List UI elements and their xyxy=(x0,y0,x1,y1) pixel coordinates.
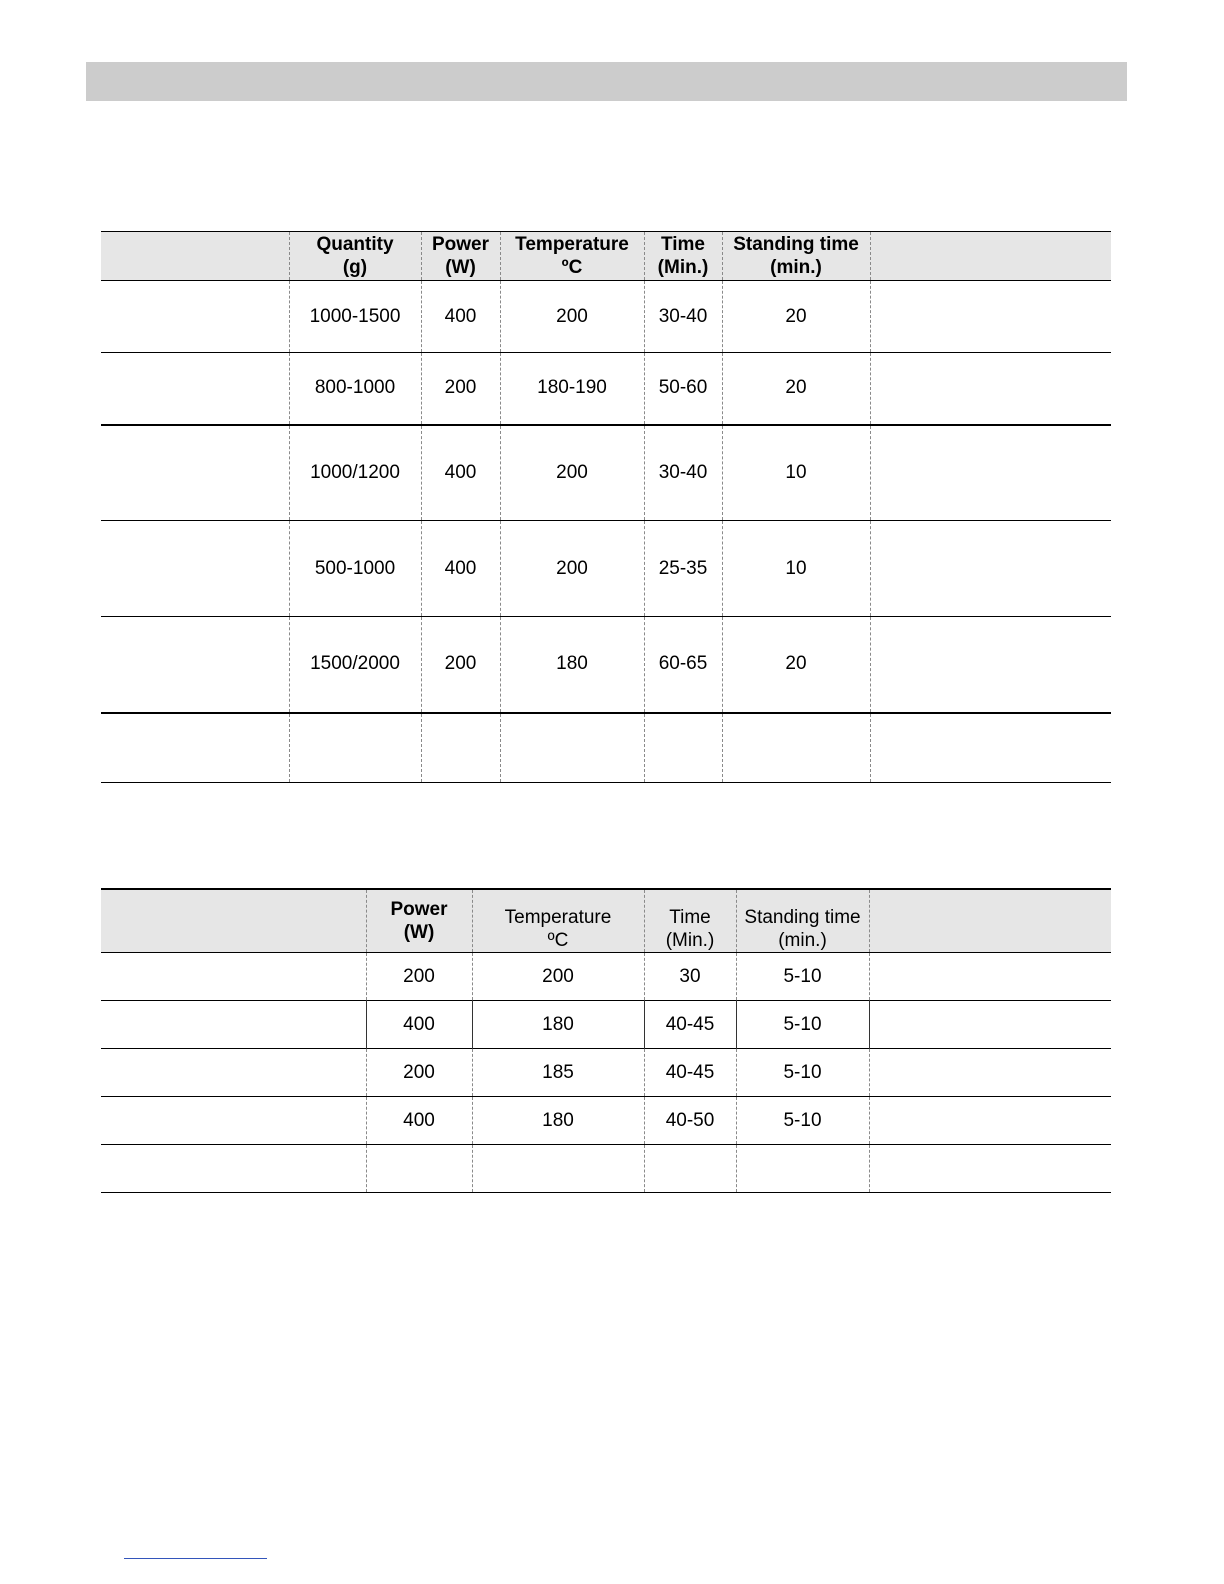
power-header: Power (W) xyxy=(421,232,500,281)
roasting-table xyxy=(101,231,1111,783)
table-row xyxy=(101,521,1111,617)
standing-time-header: Standing time (min.) xyxy=(722,232,870,281)
food-cell xyxy=(101,953,366,1001)
temperature-cell: 200 xyxy=(500,521,644,617)
quantity-cell: 1000/1200 xyxy=(289,425,421,521)
table-row xyxy=(101,1145,1111,1193)
table-header-row xyxy=(101,232,1111,281)
table-header-row xyxy=(101,889,1111,953)
temperature-cell: 180 xyxy=(472,1097,644,1145)
standing-time-cell: 5-10 xyxy=(736,953,869,1001)
power-cell: 400 xyxy=(421,425,500,521)
food-cell xyxy=(101,353,289,425)
temperature-cell: 180 xyxy=(500,617,644,713)
quantity-cell xyxy=(289,713,421,783)
food-cell xyxy=(101,713,289,783)
power-cell: 400 xyxy=(366,1097,472,1145)
standing-time-header: Standing time (min.) xyxy=(736,889,869,953)
standing-time-cell: 10 xyxy=(722,521,870,617)
time-cell: 60-65 xyxy=(644,617,722,713)
standing-time-cell xyxy=(722,713,870,783)
quantity-cell: 1000-1500 xyxy=(289,281,421,353)
notes-cell xyxy=(869,1097,1111,1145)
table-row xyxy=(101,353,1111,425)
power-cell xyxy=(421,713,500,783)
notes-header xyxy=(869,889,1111,953)
temperature-cell xyxy=(472,1145,644,1193)
temperature-header: Temperature ºC xyxy=(472,889,644,953)
food-cell xyxy=(101,617,289,713)
power-header: Power (W) xyxy=(366,889,472,953)
time-header: Time (Min.) xyxy=(644,232,722,281)
notes-cell xyxy=(870,713,1111,783)
power-cell: 400 xyxy=(421,521,500,617)
standing-time-cell: 5-10 xyxy=(736,1049,869,1097)
time-cell: 30 xyxy=(644,953,736,1001)
food-cell xyxy=(101,1145,366,1193)
standing-time-cell: 20 xyxy=(722,353,870,425)
table-row xyxy=(101,953,1111,1001)
notes-cell xyxy=(870,353,1111,425)
food-header xyxy=(101,232,289,281)
power-cell: 400 xyxy=(421,281,500,353)
power-cell: 400 xyxy=(366,1001,472,1049)
time-cell: 40-45 xyxy=(644,1049,736,1097)
temperature-cell xyxy=(500,713,644,783)
time-cell: 25-35 xyxy=(644,521,722,617)
baking-table xyxy=(101,888,1111,1193)
quantity-cell: 1500/2000 xyxy=(289,617,421,713)
section-header-bar xyxy=(86,62,1127,101)
notes-cell xyxy=(869,1049,1111,1097)
table-row xyxy=(101,425,1111,521)
notes-cell xyxy=(869,1145,1111,1193)
food-cell xyxy=(101,425,289,521)
standing-time-cell: 20 xyxy=(722,617,870,713)
food-cell xyxy=(101,1097,366,1145)
quantity-cell: 500-1000 xyxy=(289,521,421,617)
power-cell: 200 xyxy=(421,353,500,425)
quantity-header: Quantity (g) xyxy=(289,232,421,281)
temperature-cell: 200 xyxy=(472,953,644,1001)
notes-cell xyxy=(870,617,1111,713)
standing-time-cell: 5-10 xyxy=(736,1001,869,1049)
quantity-cell: 800-1000 xyxy=(289,353,421,425)
food-cell xyxy=(101,521,289,617)
food-cell xyxy=(101,1049,366,1097)
food-header xyxy=(101,889,366,953)
time-cell: 50-60 xyxy=(644,353,722,425)
time-cell xyxy=(644,1145,736,1193)
temperature-cell: 200 xyxy=(500,425,644,521)
time-cell: 30-40 xyxy=(644,425,722,521)
table-row xyxy=(101,1001,1111,1049)
food-cell xyxy=(101,1001,366,1049)
table-row xyxy=(101,281,1111,353)
standing-time-cell: 5-10 xyxy=(736,1097,869,1145)
notes-cell xyxy=(869,953,1111,1001)
table-row xyxy=(101,1097,1111,1145)
footer-link-underline xyxy=(124,1558,267,1559)
standing-time-cell: 20 xyxy=(722,281,870,353)
notes-cell xyxy=(870,521,1111,617)
time-cell: 30-40 xyxy=(644,281,722,353)
temperature-cell: 180 xyxy=(472,1001,644,1049)
time-cell: 40-50 xyxy=(644,1097,736,1145)
power-cell xyxy=(366,1145,472,1193)
time-cell xyxy=(644,713,722,783)
temperature-cell: 180-190 xyxy=(500,353,644,425)
temperature-cell: 200 xyxy=(500,281,644,353)
temperature-cell: 185 xyxy=(472,1049,644,1097)
power-cell: 200 xyxy=(366,953,472,1001)
table-row xyxy=(101,1049,1111,1097)
notes-cell xyxy=(870,281,1111,353)
table-row xyxy=(101,713,1111,783)
notes-header xyxy=(870,232,1111,281)
power-cell: 200 xyxy=(421,617,500,713)
standing-time-cell: 10 xyxy=(722,425,870,521)
food-cell xyxy=(101,281,289,353)
temperature-header: Temperature ºC xyxy=(500,232,644,281)
table-row xyxy=(101,617,1111,713)
standing-time-cell xyxy=(736,1145,869,1193)
time-cell: 40-45 xyxy=(644,1001,736,1049)
notes-cell xyxy=(870,425,1111,521)
notes-cell xyxy=(869,1001,1111,1049)
time-header: Time (Min.) xyxy=(644,889,736,953)
power-cell: 200 xyxy=(366,1049,472,1097)
